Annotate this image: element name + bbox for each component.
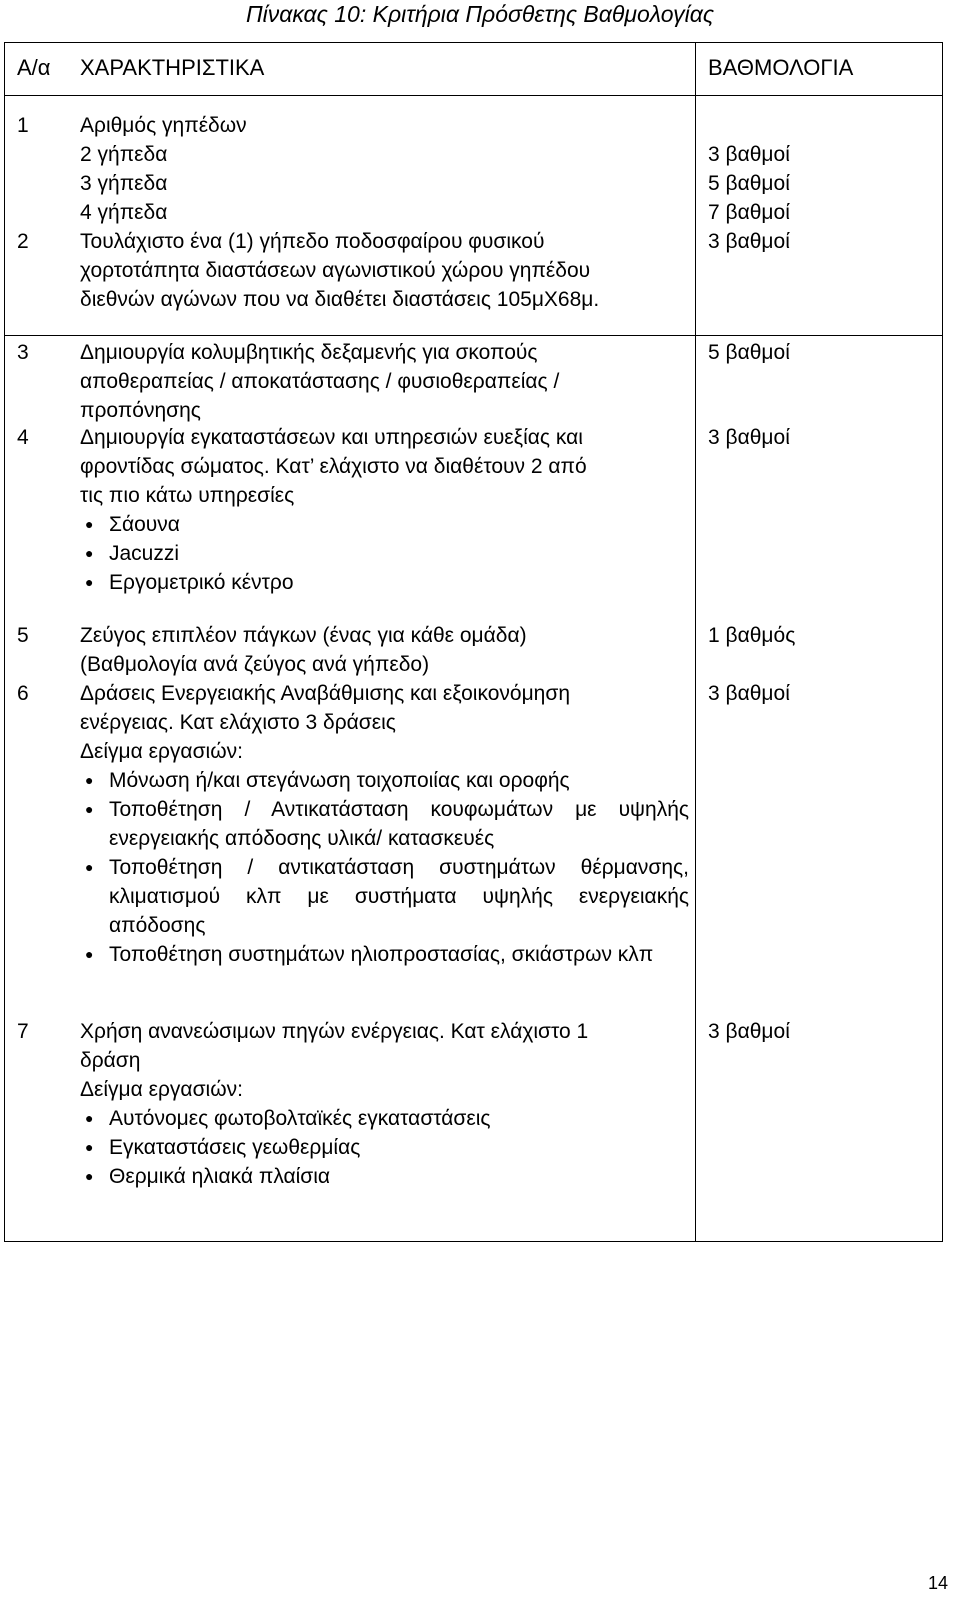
bullet-item: Σάουνα [109,513,180,536]
row-text: 4 γήπεδα [80,201,168,224]
bullet-item: Τοποθέτηση / Αντικατάσταση κουφωμάτων με υψηλής ενεργειακής απόδοσης υλικά/ κατασκευές [109,798,689,850]
row-score: 5 βαθμοί [708,172,790,195]
column-divider [695,43,696,1241]
row-text: χορτοτάπητα διαστάσεων αγωνιστικού χώρου γηπέδου [80,259,591,282]
row-number: 2 [17,230,29,253]
header-score: ΒΑΘΜΟΛΟΓΙΑ [708,55,854,80]
row-score: 1 βαθμός [708,624,796,647]
header-no: Α/α [17,55,51,80]
bullet-icon: ● [85,859,94,875]
row-number: 3 [17,341,29,364]
row-score: 3 βαθμοί [708,1020,790,1043]
row-score: 7 βαθμοί [708,201,790,224]
row-text: ενέργειας. Κατ ελάχιστο 3 δράσεις [80,711,396,734]
bullet-item: Μόνωση ή/και στεγάνωση τοιχοποιίας και οροφής [109,769,570,792]
row-text: Χρήση ανανεώσιμων πηγών ενέργειας. Κατ ελάχιστο 1 [80,1020,589,1043]
table-title: Πίνακας 10: Κριτήρια Πρόσθετης Βαθμολογίας [245,1,715,27]
bullet-item: Αυτόνομες φωτοβολταϊκές εγκαταστάσεις [109,1107,491,1130]
row-text: αποθεραπείας / αποκατάστασης / φυσιοθεραπείας / [80,370,560,393]
bullet-icon: ● [85,772,94,788]
bullet-icon: ● [85,946,94,962]
row-score: 3 βαθμοί [708,426,790,449]
row-text: Δράσεις Ενεργειακής Αναβάθμισης και εξοικονόμηση [80,682,570,705]
bullet-icon: ● [85,574,94,590]
bullet-icon: ● [85,1139,94,1155]
row-score: 3 βαθμοί [708,230,790,253]
bullet-icon: ● [85,516,94,532]
bullet-item: Εργομετρικό κέντρο [109,571,294,594]
row-text: προπόνησης [80,399,201,422]
row-text: διεθνών αγώνων που να διαθέτει διαστάσεις 105μΧ68μ. [80,288,600,311]
row-number: 6 [17,682,29,705]
row-text: Δείγμα εργασιών: [80,740,243,763]
row-number: 7 [17,1020,29,1043]
bullet-item: Τοποθέτηση συστημάτων ηλιοπροστασίας, σκιάστρων κλπ [109,943,654,966]
row-text: 3 γήπεδα [80,172,168,195]
row-text: Αριθμός γηπέδων [80,114,247,137]
row-score: 3 βαθμοί [708,682,790,705]
bullet-item: Εγκαταστάσεις γεωθερμίας [109,1136,361,1159]
page-number: 14 [927,1573,948,1593]
row-text: (Βαθμολογία ανά ζεύγος ανά γήπεδο) [80,653,430,676]
row-number: 4 [17,426,29,449]
row-text: Ζεύγος επιπλέον πάγκων (ένας για κάθε ομάδα) [80,624,527,647]
row-score: 3 βαθμοί [708,143,790,166]
row-text [80,227,690,256]
header-characteristics: ΧΑΡΑΚΤΗΡΙΣΤΙΚΑ [80,55,265,80]
header-divider [5,95,942,96]
row-number: 5 [17,624,29,647]
row-text: τις πιο κάτω υπηρεσίες [80,484,295,507]
row-text: Δείγμα εργασιών: [80,1078,243,1101]
row-text-line: Τουλάχιστο ένα (1) γήπεδο ποδοσφαίρου φυσικού [80,230,545,253]
row-text: Δημιουργία κολυμβητικής δεξαμενής για σκοπούς [80,341,538,364]
bullet-item: Θερμικά ηλιακά πλαίσια [109,1165,331,1188]
row-text: φροντίδας σώματος. Κατ’ ελάχιστο να διαθέτουν 2 από [80,455,587,478]
bullet-icon: ● [85,545,94,561]
bullet-icon: ● [85,801,94,817]
criteria-table [4,42,943,1242]
row-text: Δημιουργία εγκαταστάσεων και υπηρεσιών ευεξίας και [80,426,583,449]
row-text: δράση [80,1049,141,1072]
bullet-item: Jacuzzi [109,542,180,565]
bullet-item: Τοποθέτηση / αντικατάσταση συστημάτων θέρμανσης, κλιματισμού κλπ με συστήματα υψηλής ενεργειακής απόδοσης [109,856,689,937]
row-score: 5 βαθμοί [708,341,790,364]
bullet-icon: ● [85,1110,94,1126]
bullet-icon: ● [85,1168,94,1184]
row-number: 1 [17,114,29,137]
row-divider [5,335,942,336]
row-text: 2 γήπεδα [80,143,168,166]
